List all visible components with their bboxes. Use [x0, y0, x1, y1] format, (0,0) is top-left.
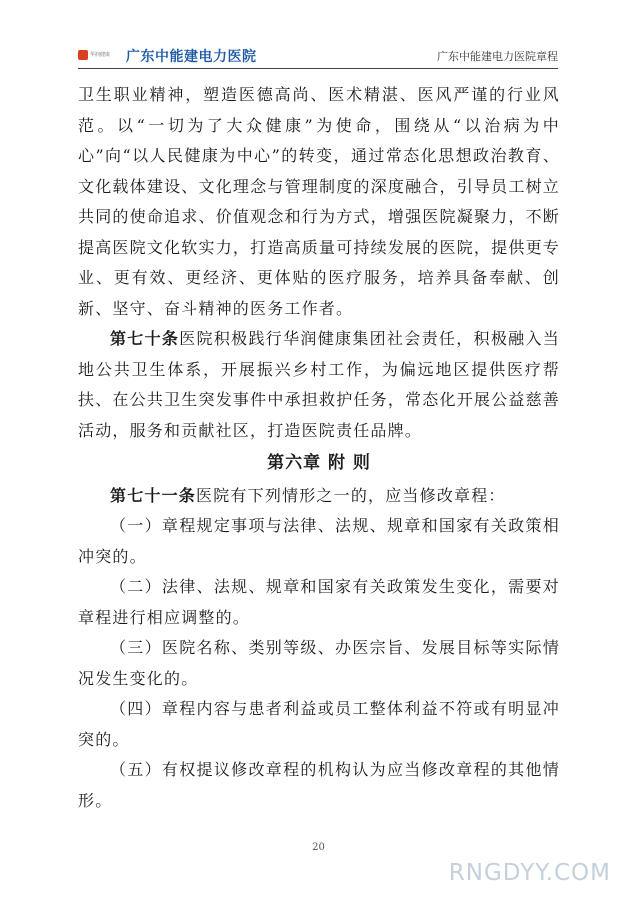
list-item-5: （五）有权提议修改章程的机构认为应当修改章程的其他情形。	[78, 760, 560, 810]
hospital-logo	[78, 48, 118, 62]
page-header	[78, 44, 558, 66]
article-70-label: 第七十条	[110, 329, 180, 348]
logo-mark-icon	[78, 50, 88, 60]
chapter-heading: 第六章 附 则	[267, 453, 371, 473]
list-item-3: （三）医院名称、类别等级、办医宗旨、发展目标等实际情况发生变化的。	[78, 638, 560, 688]
list-item-2: （二）法律、法规、规章和国家有关政策发生变化，需要对章程进行相应调整的。	[78, 577, 560, 627]
list-item-4: （四）章程内容与患者利益或员工整体利益不符或有明显冲突的。	[78, 699, 560, 749]
header-divider	[78, 68, 558, 69]
article-70	[78, 324, 560, 446]
header-document-title: 广东中能建电力医院章程	[437, 50, 558, 63]
logo-text: 华润健康	[90, 52, 111, 58]
watermark: RNGDYY.COM	[448, 860, 611, 886]
article-71-text: 医院有下列情形之一的，应当修改章程：	[196, 485, 506, 505]
article-70-text: 医院积极践行华润健康集团社会责任，积极融入当地公共卫生体系，开展振兴乡村工作，为偏远地区提供医疗帮扶、在公共卫生突发事件中承担救护任务，常态化开展公益慈善活动，服务和贡献社区，打造医院责任品牌。	[78, 329, 560, 440]
paragraph-continued: 卫生职业精神，塑造医德高尚、医术精湛、医风严谨的行业风范。以“一切为了大众健康”为使命，围绕从“以治病为中心”向“以人民健康为中心”的转变，通过常态化思想政治教育、文化载体建设、文化理念与管理制度的深度融合，引导员工树立共同的使命追求、价值观念和行为方式，增强医院凝聚力，不断提高医院文化软实力，打造高质量可持续发展的医院，提供更专业、更有效、更经济、更体贴的医疗服务，培养具备奉献、创新、坚守、奋斗精神的医务工作者。	[78, 85, 560, 318]
document-body	[78, 80, 560, 816]
article-71-label: 第七十一条	[110, 485, 197, 505]
article-71	[78, 481, 560, 512]
page-number: 20	[312, 842, 325, 853]
header-hospital-name: 广东中能建电力医院	[126, 49, 257, 65]
list-item-1: （一）章程规定事项与法律、法规、规章和国家有关政策相冲突的。	[78, 516, 560, 566]
